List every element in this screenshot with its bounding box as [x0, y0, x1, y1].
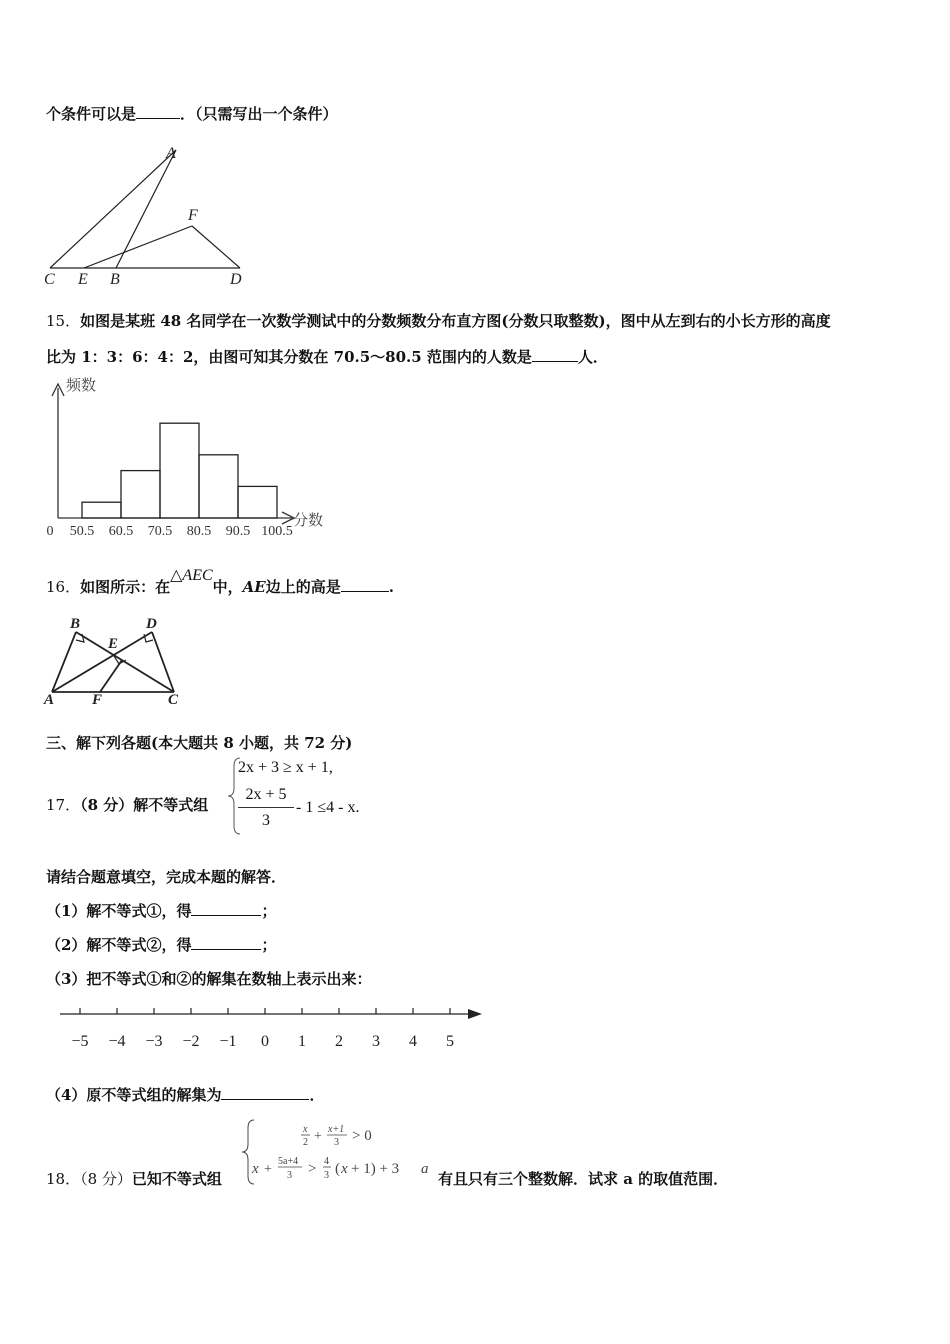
q14-text-before: 个条件可以是	[46, 105, 137, 123]
q17-instruction: 请结合题意填空，完成本题的解答．	[46, 868, 287, 886]
fig16-label-F: F	[92, 692, 103, 708]
x-tick-label: 50.5	[69, 524, 95, 539]
number-line-arrow	[468, 1009, 482, 1019]
q16-text-after: 边上的高是	[265, 578, 341, 596]
number-line-label: −1	[219, 1033, 237, 1050]
svg-text:3: 3	[334, 1137, 339, 1148]
svg-text:2: 2	[303, 1137, 308, 1148]
number-line-label: 0	[261, 1033, 269, 1050]
q17-part1-blank[interactable]	[191, 915, 261, 916]
fig16-label-E: E	[108, 636, 119, 652]
label-C: C	[44, 271, 55, 288]
x-tick-labels	[47, 524, 293, 539]
number-line-label: −4	[108, 1033, 126, 1050]
q17-part1-text: （1）解不等式①，得	[46, 902, 192, 920]
q17-part2	[46, 934, 276, 955]
label-A: A	[166, 145, 176, 162]
number-line-label: 2	[335, 1033, 343, 1050]
histogram-bar	[238, 486, 277, 518]
q15-line1	[46, 310, 831, 331]
svg-text:+: +	[264, 1162, 272, 1177]
svg-text:a: a	[421, 1161, 429, 1177]
number-line-label: 1	[298, 1033, 306, 1050]
q17-part1	[46, 900, 276, 921]
q17-score: （8 分）	[80, 796, 134, 814]
q17-text: 解不等式组	[133, 796, 209, 814]
number-line-label: 5	[446, 1033, 454, 1050]
q18-text-after: 有且只有三个整数解．试求 a 的取值范围．	[438, 1170, 729, 1188]
q16-text-mid: 中，	[212, 578, 243, 596]
q15-text-line2-end: 人．	[577, 348, 608, 366]
label-E: E	[78, 271, 88, 288]
q17-part2-blank[interactable]	[191, 949, 261, 950]
svg-text:+ 1) + 3: + 1) + 3	[351, 1161, 400, 1177]
svg-text:x: x	[341, 1161, 348, 1177]
label-F: F	[188, 207, 198, 224]
q18-score: （8 分）	[80, 1170, 132, 1188]
fig16-label-A: A	[44, 692, 55, 708]
svg-text:x+1: x+1	[328, 1124, 345, 1135]
q17-ineq2-rest: - 1 ≤4 - x.	[296, 799, 360, 816]
x-tick-label: 60.5	[108, 524, 134, 539]
q15-text-line1: 如图是某班 48 名同学在一次数学测试中的分数频数分布直方图(分数只取整数)，图中从左到右的小长方形的高度	[80, 312, 831, 330]
q16-number: 16．	[46, 578, 81, 596]
q17-part1-end: ；	[261, 902, 277, 920]
x-tick-label: 100.5	[261, 524, 293, 539]
label-B: B	[110, 271, 120, 288]
svg-text:+: +	[314, 1129, 322, 1144]
number-line-label: 3	[372, 1033, 380, 1050]
q17-fraction-bar	[238, 807, 294, 808]
section3-heading: 三、解下列各题(本大题共 8 小题，共 72 分)	[46, 734, 353, 752]
q15-number: 15．	[46, 312, 81, 330]
q17-ineq1: 2x + 3 ≥ x + 1,	[238, 759, 333, 776]
q17-line	[46, 794, 208, 815]
q15-line2	[46, 346, 608, 367]
q14-condition-line	[46, 103, 338, 124]
x-axis-label: 分数	[293, 513, 324, 529]
svg-text:(: (	[335, 1161, 340, 1177]
q16-figure	[40, 612, 190, 708]
svg-text:> 0: > 0	[352, 1128, 372, 1144]
x-tick-label: 90.5	[225, 524, 251, 539]
q17-number: 17．	[46, 796, 81, 814]
q17-ineq2-denominator: 3	[262, 812, 270, 829]
number-line-label: 4	[409, 1033, 417, 1050]
histogram-bar	[160, 423, 199, 518]
q16-triangle-notation: △AEC	[170, 567, 213, 584]
q15-answer-blank[interactable]	[532, 361, 578, 362]
svg-text:3: 3	[324, 1170, 329, 1181]
histogram-bar	[121, 471, 160, 518]
histogram-bar	[82, 502, 121, 518]
x-tick-label: 70.5	[147, 524, 173, 539]
histogram-chart	[40, 374, 340, 546]
q17-part4-blank[interactable]	[221, 1099, 309, 1100]
q17-part2-text: （2）解不等式②，得	[46, 936, 192, 954]
svg-text:>: >	[308, 1161, 317, 1177]
q17-part4-end: ．	[309, 1086, 325, 1104]
svg-text:4: 4	[324, 1156, 329, 1167]
fig16-label-D: D	[146, 616, 157, 632]
q16-answer-blank[interactable]	[341, 591, 389, 592]
q16-side-AE: AE	[242, 578, 266, 596]
fig16-label-C: C	[168, 692, 179, 708]
svg-text:x: x	[303, 1124, 308, 1135]
q15-text-line2: 比为 1：3：6：4：2，由图可知其分数在 70.5～80.5 范围内的人数是	[46, 348, 532, 366]
q16-end: .	[388, 578, 394, 596]
q17-ineq2-numerator: 2x + 5	[245, 786, 287, 803]
y-axis-label: 频数	[66, 378, 97, 394]
q16-text-before: 如图所示：在	[80, 578, 171, 596]
number-line-label: −3	[145, 1033, 163, 1050]
q17-part4-text: （4）原不等式组的解集为	[46, 1086, 222, 1104]
q18-line	[46, 1168, 222, 1189]
q17-part2-end: ；	[261, 936, 277, 954]
x-tick-label: 0	[46, 524, 54, 539]
histogram-bar	[199, 455, 238, 518]
q16-line	[46, 567, 394, 597]
label-D: D	[230, 271, 242, 288]
q17-part3: （3）把不等式①和②的解集在数轴上表示出来：	[46, 970, 372, 988]
q18-number: 18．	[46, 1170, 81, 1188]
fig16-label-B: B	[70, 616, 81, 632]
q14-text-after: ．（只需写出一个条件）	[180, 105, 338, 123]
svg-text:x: x	[252, 1161, 259, 1177]
histogram-bars	[82, 423, 277, 518]
q18-inequality-system	[240, 1116, 440, 1188]
q18-text-before: 已知不等式组	[131, 1170, 222, 1188]
q14-triangle-figure	[40, 142, 260, 290]
q17-part4	[46, 1084, 324, 1105]
svg-text:5a+4: 5a+4	[278, 1156, 299, 1167]
number-line-label: −5	[71, 1033, 89, 1050]
number-line-label: −2	[182, 1033, 200, 1050]
svg-text:3: 3	[287, 1170, 292, 1181]
number-line	[56, 1002, 496, 1052]
q14-answer-blank[interactable]	[136, 118, 180, 119]
x-tick-label: 80.5	[186, 524, 212, 539]
